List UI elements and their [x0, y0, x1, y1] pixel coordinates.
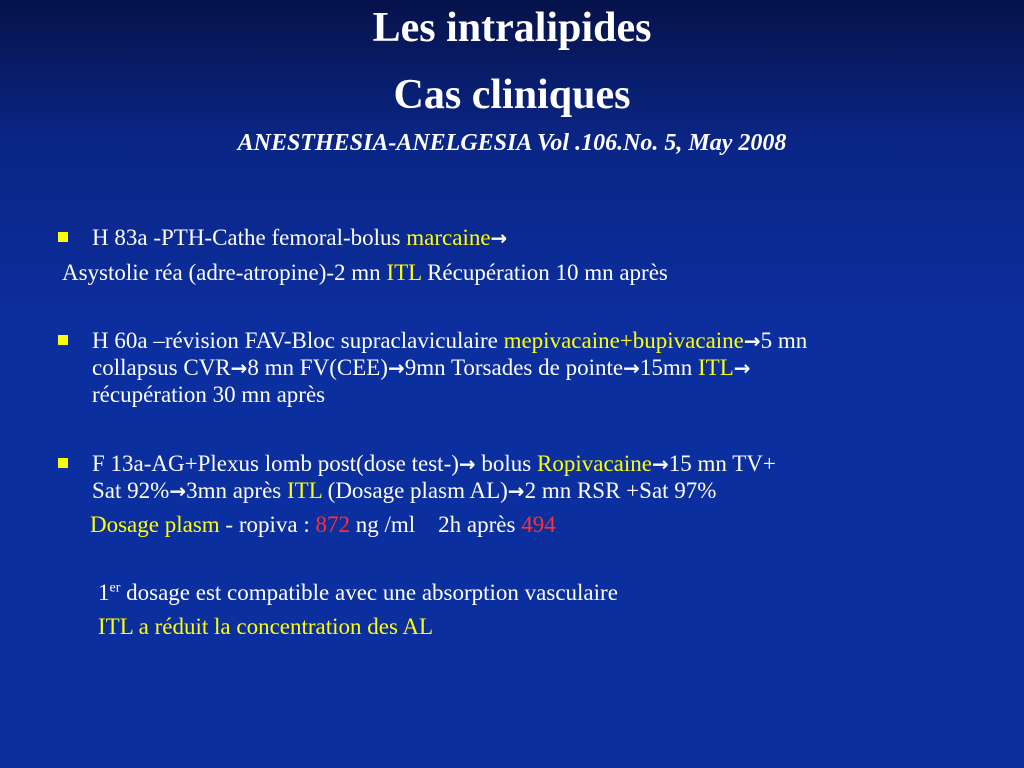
arrow-right-icon: → — [743, 329, 761, 353]
dosage-value-1: 872 — [315, 512, 350, 537]
case1-text: H 83a -PTH-Cathe femoral-bolus — [92, 225, 407, 250]
arrow-right-icon: → — [651, 452, 669, 476]
arrow-right-icon: → — [230, 356, 248, 380]
case1-line2 — [62, 259, 668, 286]
arrow-right-icon: → — [387, 356, 405, 380]
case3-line3 — [90, 511, 556, 538]
case3-drug: Ropivacaine — [537, 451, 652, 476]
arrow-right-icon: → — [507, 479, 525, 503]
case3-itl: ITL — [287, 478, 322, 503]
conclusion-sup: er — [109, 580, 121, 596]
dosage-label: Dosage plasm — [90, 512, 220, 537]
arrow-right-icon: → — [490, 226, 508, 250]
case3-line1 — [92, 450, 776, 478]
slide-title: Les intralipides — [372, 5, 652, 51]
conclusion-text: dosage est compatible avec une absorption vasculaire — [120, 580, 618, 605]
arrow-right-icon: → — [458, 452, 476, 476]
conclusion-line2 — [98, 613, 433, 640]
case2-line3 — [92, 381, 325, 408]
case2-line2 — [92, 354, 751, 382]
case3-text: - ropiva : — [219, 512, 316, 537]
arrow-right-icon: → — [169, 479, 187, 503]
case2-text: 9mn Torsades de pointe — [404, 355, 624, 380]
case3-text: 15 mn TV+ — [668, 451, 776, 476]
bullet-square-icon — [58, 335, 68, 345]
case2-itl: ITL — [697, 355, 734, 380]
arrow-right-icon: → — [733, 356, 751, 380]
bullet-square-icon — [58, 458, 68, 468]
case2-text: 5 mn — [760, 328, 808, 353]
case1-itl: ITL — [386, 260, 422, 285]
case1-text: Asystolie réa (adre-atropine)-2 mn — [62, 260, 387, 285]
case2-text: 8 mn FV(CEE) — [247, 355, 388, 380]
slide-title-secondary: Cas cliniques — [393, 72, 631, 118]
conclusion-line1 — [98, 579, 618, 606]
case3-text: (Dosage plasm AL) — [321, 478, 508, 503]
case2-text: récupération 30 mn après — [92, 382, 326, 407]
case2-line1 — [92, 327, 807, 355]
case3-text: bolus — [475, 451, 537, 476]
case3-text: ng /ml 2h après — [349, 512, 522, 537]
case1-line1 — [92, 224, 507, 252]
case3-text: 2 mn RSR +Sat 97% — [524, 478, 717, 503]
case2-text: H 60a –révision FAV-Bloc supraclaviculaire — [92, 328, 504, 353]
dosage-value-2: 494 — [521, 512, 556, 537]
slide-subtitle: ANESTHESIA-ANELGESIA Vol .106.No. 5, May 2008 — [237, 130, 787, 156]
case3-line2 — [92, 477, 716, 505]
arrow-right-icon: → — [623, 356, 640, 380]
case2-drug: mepivacaine+bupivacaine — [503, 328, 744, 353]
case2-text: 15mn — [639, 355, 698, 380]
case1-text: Récupération 10 mn après — [421, 260, 668, 285]
case3-text: Sat 92% — [92, 478, 170, 503]
case1-drug: marcaine — [406, 225, 491, 250]
case3-text: F 13a-AG+Plexus lomb post(dose test-) — [92, 451, 459, 476]
conclusion-num: 1 — [98, 580, 110, 605]
bullet-square-icon — [58, 232, 68, 242]
case2-text: collapsus CVR — [92, 355, 231, 380]
case3-text: 3mn après — [186, 478, 287, 503]
conclusion-text: ITL a réduit la concentration des AL — [98, 614, 434, 639]
